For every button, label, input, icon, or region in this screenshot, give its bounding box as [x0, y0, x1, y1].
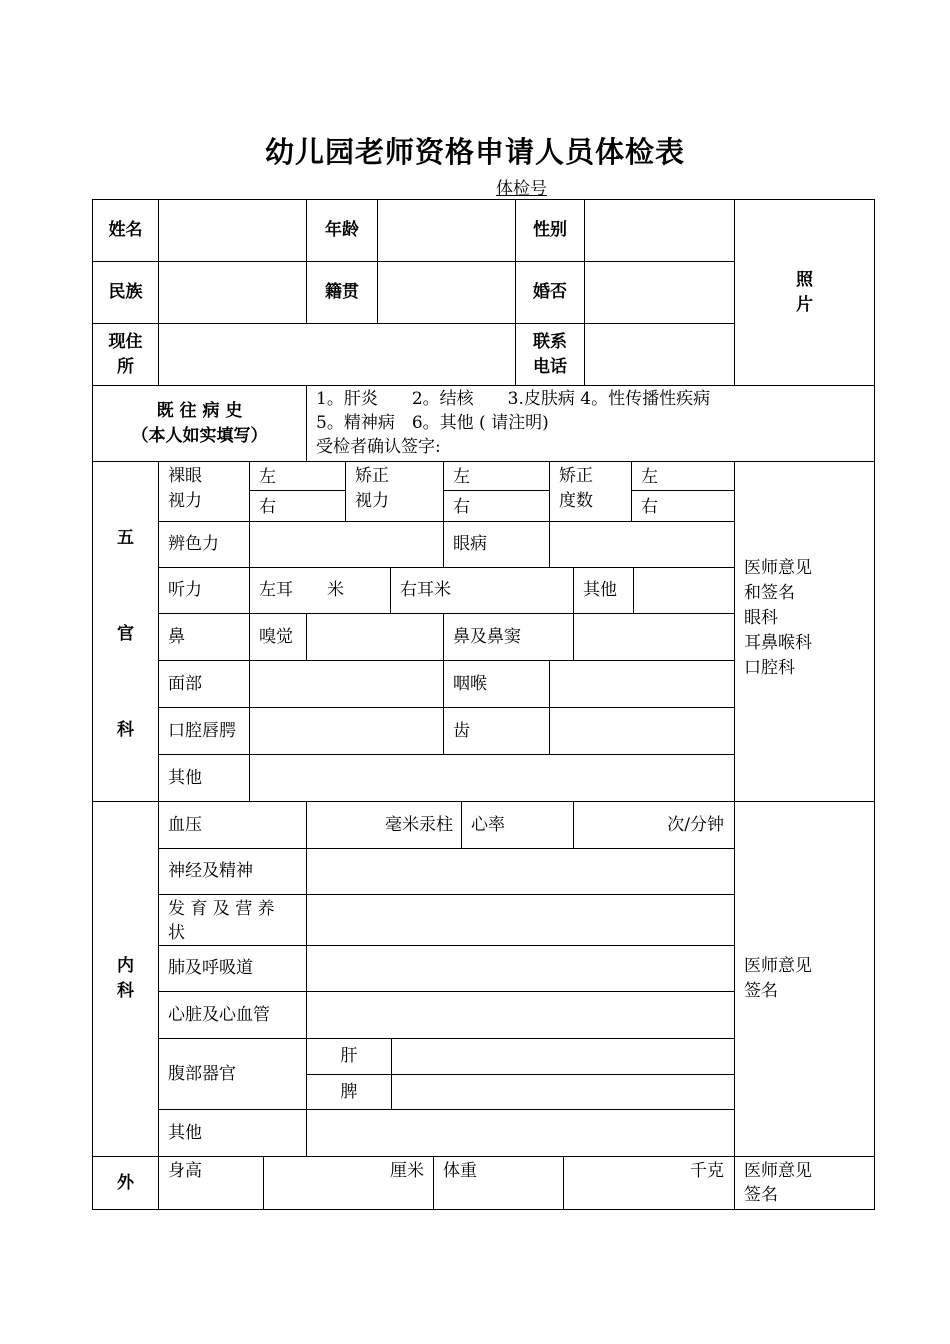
ethnicity-field[interactable]	[158, 261, 307, 324]
exam-number-label: 体检号	[496, 179, 547, 199]
external-section-label: 外	[92, 1156, 159, 1210]
throat-field[interactable]	[549, 660, 735, 708]
heart-rate-label: 心率	[461, 801, 574, 849]
nerve-label: 神经及精神	[158, 848, 307, 895]
lungs-label: 肺及呼吸道	[158, 945, 307, 992]
corrected-vision-label: 矫正 视力	[345, 461, 444, 522]
smell-field[interactable]	[306, 613, 444, 661]
color-vision-label: 辨色力	[158, 521, 250, 568]
history-signature: 受检者确认签字:	[316, 437, 441, 457]
gender-field[interactable]	[584, 199, 735, 262]
liver-field[interactable]	[391, 1038, 735, 1075]
blood-pressure-field[interactable]: 毫米汞柱	[306, 801, 462, 849]
corrected-degree-right[interactable]: 右	[631, 490, 735, 522]
corrected-vision-right[interactable]: 右	[443, 490, 550, 522]
liver-label: 肝	[306, 1038, 392, 1075]
hearing-other-field[interactable]	[633, 567, 735, 614]
naked-vision-left[interactable]: 左	[249, 461, 346, 491]
development-label: 发 育 及 营 养 状	[158, 894, 307, 946]
phone-field[interactable]	[584, 323, 735, 386]
facial-opinion[interactable]: 医师意见 和签名 眼科 耳鼻喉科 口腔科	[734, 461, 875, 802]
heart-rate-field[interactable]: 次/分钟	[573, 801, 735, 849]
eye-disease-field[interactable]	[549, 521, 735, 568]
corrected-degree-label: 矫正 度数	[549, 461, 632, 522]
face-field[interactable]	[249, 660, 444, 708]
weight-label: 体重	[433, 1156, 564, 1210]
internal-other-label: 其他	[158, 1109, 307, 1157]
gender-label: 性别	[515, 199, 585, 262]
facial-other-label: 其他	[158, 754, 250, 802]
facial-other-field[interactable]	[249, 754, 735, 802]
naked-vision-right[interactable]: 右	[249, 490, 346, 522]
history-line-1: 1。肝炎 2。结核 3.皮肤病 4。性传播性疾病	[316, 389, 711, 409]
naked-vision-label: 裸眼 视力	[158, 461, 250, 522]
internal-section-label: 内 科	[92, 801, 159, 1157]
native-place-field[interactable]	[377, 261, 516, 324]
heart-label: 心脏及心血管	[158, 991, 307, 1039]
lungs-field[interactable]	[306, 945, 735, 992]
smell-label: 嗅觉	[249, 613, 307, 661]
internal-other-field[interactable]	[306, 1109, 735, 1157]
form-title: 幼儿园老师资格申请人员体检表	[264, 135, 685, 169]
nose-sinus-field[interactable]	[573, 613, 735, 661]
weight-field[interactable]: 千克	[563, 1156, 735, 1210]
nose-sinus-label: 鼻及鼻窦	[443, 613, 574, 661]
native-place-label: 籍贯	[306, 261, 378, 324]
blood-pressure-label: 血压	[158, 801, 307, 849]
history-line-2: 5。精神病 6。其他 ( 请注明)	[316, 413, 549, 433]
heart-field[interactable]	[306, 991, 735, 1039]
left-ear-field[interactable]: 左耳 米	[249, 567, 391, 614]
corrected-vision-left[interactable]: 左	[443, 461, 550, 491]
address-label: 现住 所	[92, 323, 159, 386]
spleen-label: 脾	[306, 1074, 392, 1110]
nerve-field[interactable]	[306, 848, 735, 895]
development-field[interactable]	[306, 894, 735, 946]
height-field[interactable]: 厘米	[263, 1156, 434, 1210]
spleen-field[interactable]	[391, 1074, 735, 1110]
eye-disease-label: 眼病	[443, 521, 550, 568]
phone-label: 联系 电话	[515, 323, 585, 386]
teeth-label: 齿	[443, 707, 550, 755]
mouth-label: 口腔唇腭	[158, 707, 250, 755]
nose-label: 鼻	[158, 613, 250, 661]
internal-opinion[interactable]: 医师意见 签名	[734, 801, 875, 1157]
hearing-label: 听力	[158, 567, 250, 614]
face-label: 面部	[158, 660, 250, 708]
marital-field[interactable]	[584, 261, 735, 324]
age-field[interactable]	[377, 199, 516, 262]
history-content[interactable]	[306, 385, 875, 462]
name-field[interactable]	[158, 199, 307, 262]
address-field[interactable]	[158, 323, 516, 386]
age-label: 年龄	[306, 199, 378, 262]
name-label: 姓名	[92, 199, 159, 262]
ethnicity-label: 民族	[92, 261, 159, 324]
photo-area[interactable]: 照 片	[734, 199, 875, 386]
hearing-other-label: 其他	[573, 567, 634, 614]
color-vision-field[interactable]	[249, 521, 444, 568]
history-label: 既 往 病 史 （本人如实填写）	[92, 385, 307, 462]
mouth-field[interactable]	[249, 707, 444, 755]
facial-section-label: 五 官 科	[92, 461, 159, 802]
throat-label: 咽喉	[443, 660, 550, 708]
corrected-degree-left[interactable]: 左	[631, 461, 735, 491]
right-ear-field[interactable]: 右耳米	[390, 567, 574, 614]
abdomen-label: 腹部器官	[158, 1038, 307, 1110]
height-label: 身高	[158, 1156, 264, 1210]
marital-label: 婚否	[515, 261, 585, 324]
teeth-field[interactable]	[549, 707, 735, 755]
external-opinion[interactable]: 医师意见 签名	[734, 1156, 875, 1210]
